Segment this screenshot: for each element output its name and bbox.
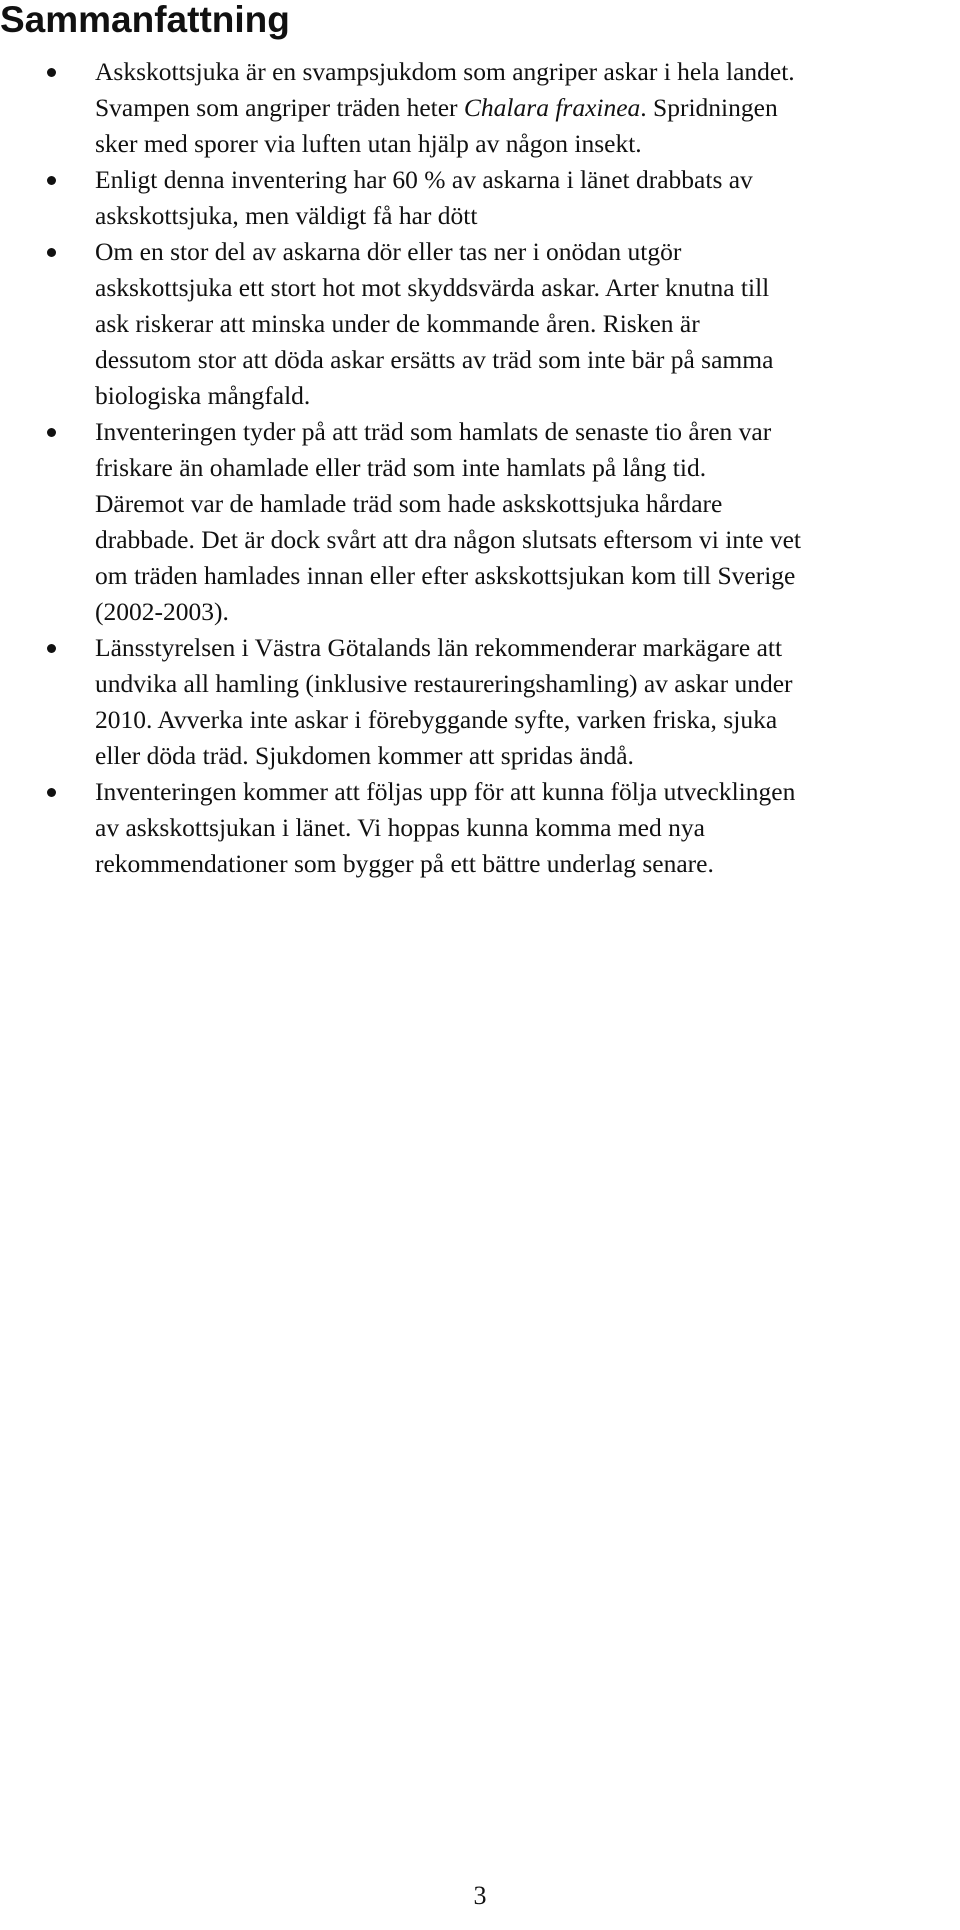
text-line: Inventeringen kommer att följas upp för att kunna följa utvecklingen <box>95 777 796 806</box>
text-line: undvika all hamling (inklusive restaureringshamling) av askar under <box>95 669 793 698</box>
bullet-item-2 <box>0 162 960 234</box>
bullet-dot-icon <box>47 176 56 185</box>
text-line: (2002-2003). <box>95 597 229 626</box>
text-segment: Svampen som angriper träden heter <box>95 93 464 122</box>
bullet-item-4 <box>0 414 960 630</box>
text-line: ask riskerar att minska under de kommande åren. Risken är <box>95 309 700 338</box>
text-line: eller döda träd. Sjukdomen kommer att spridas ändå. <box>95 741 634 770</box>
bullet-dot-icon <box>47 644 56 653</box>
bullet-item-3 <box>0 234 960 414</box>
summary-bullet-list <box>0 54 960 882</box>
text-line: askskottsjuka ett stort hot mot skyddsvärda askar. Arter knutna till <box>95 273 770 302</box>
text-line: Inventeringen tyder på att träd som hamlats de senaste tio åren var <box>95 417 772 446</box>
species-name: Chalara fraxinea <box>463 93 641 122</box>
text-line: Askskottsjuka är en svampsjukdom som angriper askar i hela landet. <box>95 57 795 86</box>
text-line: biologiska mångfald. <box>95 381 311 410</box>
text-line: Enligt denna inventering har 60 % av askarna i länet drabbats av <box>95 165 753 194</box>
text-line: dessutom stor att döda askar ersätts av träd som inte bär på samma <box>95 345 774 374</box>
text-line: om träden hamlades innan eller efter askskottsjukan kom till Sverige <box>95 561 796 590</box>
text-line: Länsstyrelsen i Västra Götalands län rekommenderar markägare att <box>95 633 783 662</box>
bullet-dot-icon <box>47 248 56 257</box>
text-line: av askskottsjukan i länet. Vi hoppas kunna komma med nya <box>95 813 705 842</box>
text-line: friskare än ohamlade eller träd som inte hamlats på lång tid. <box>95 453 707 482</box>
text-line: sker med sporer via luften utan hjälp av någon insekt. <box>95 129 642 158</box>
text-line: drabbade. Det är dock svårt att dra någon slutsats eftersom vi inte vet <box>95 525 801 554</box>
bullet-item-5 <box>0 630 960 774</box>
text-line <box>95 90 960 126</box>
text-line: 2010. Avverka inte askar i förebyggande syfte, varken friska, sjuka <box>95 705 778 734</box>
text-segment: . Spridningen <box>640 93 778 122</box>
bullet-dot-icon <box>47 428 56 437</box>
text-line: rekommendationer som bygger på ett bättre underlag senare. <box>95 849 714 878</box>
text-line: Om en stor del av askarna dör eller tas ner i onödan utgör <box>95 237 682 266</box>
page-number: 3 <box>473 1881 487 1910</box>
section-heading: Sammanfattning <box>0 0 290 40</box>
text-line: askskottsjuka, men väldigt få har dött <box>95 201 478 230</box>
text-line: Däremot var de hamlade träd som hade askskottsjuka hårdare <box>95 489 723 518</box>
bullet-item-1 <box>0 54 960 162</box>
bullet-dot-icon <box>47 788 56 797</box>
bullet-dot-icon <box>47 68 56 77</box>
bullet-item-6 <box>0 774 960 882</box>
